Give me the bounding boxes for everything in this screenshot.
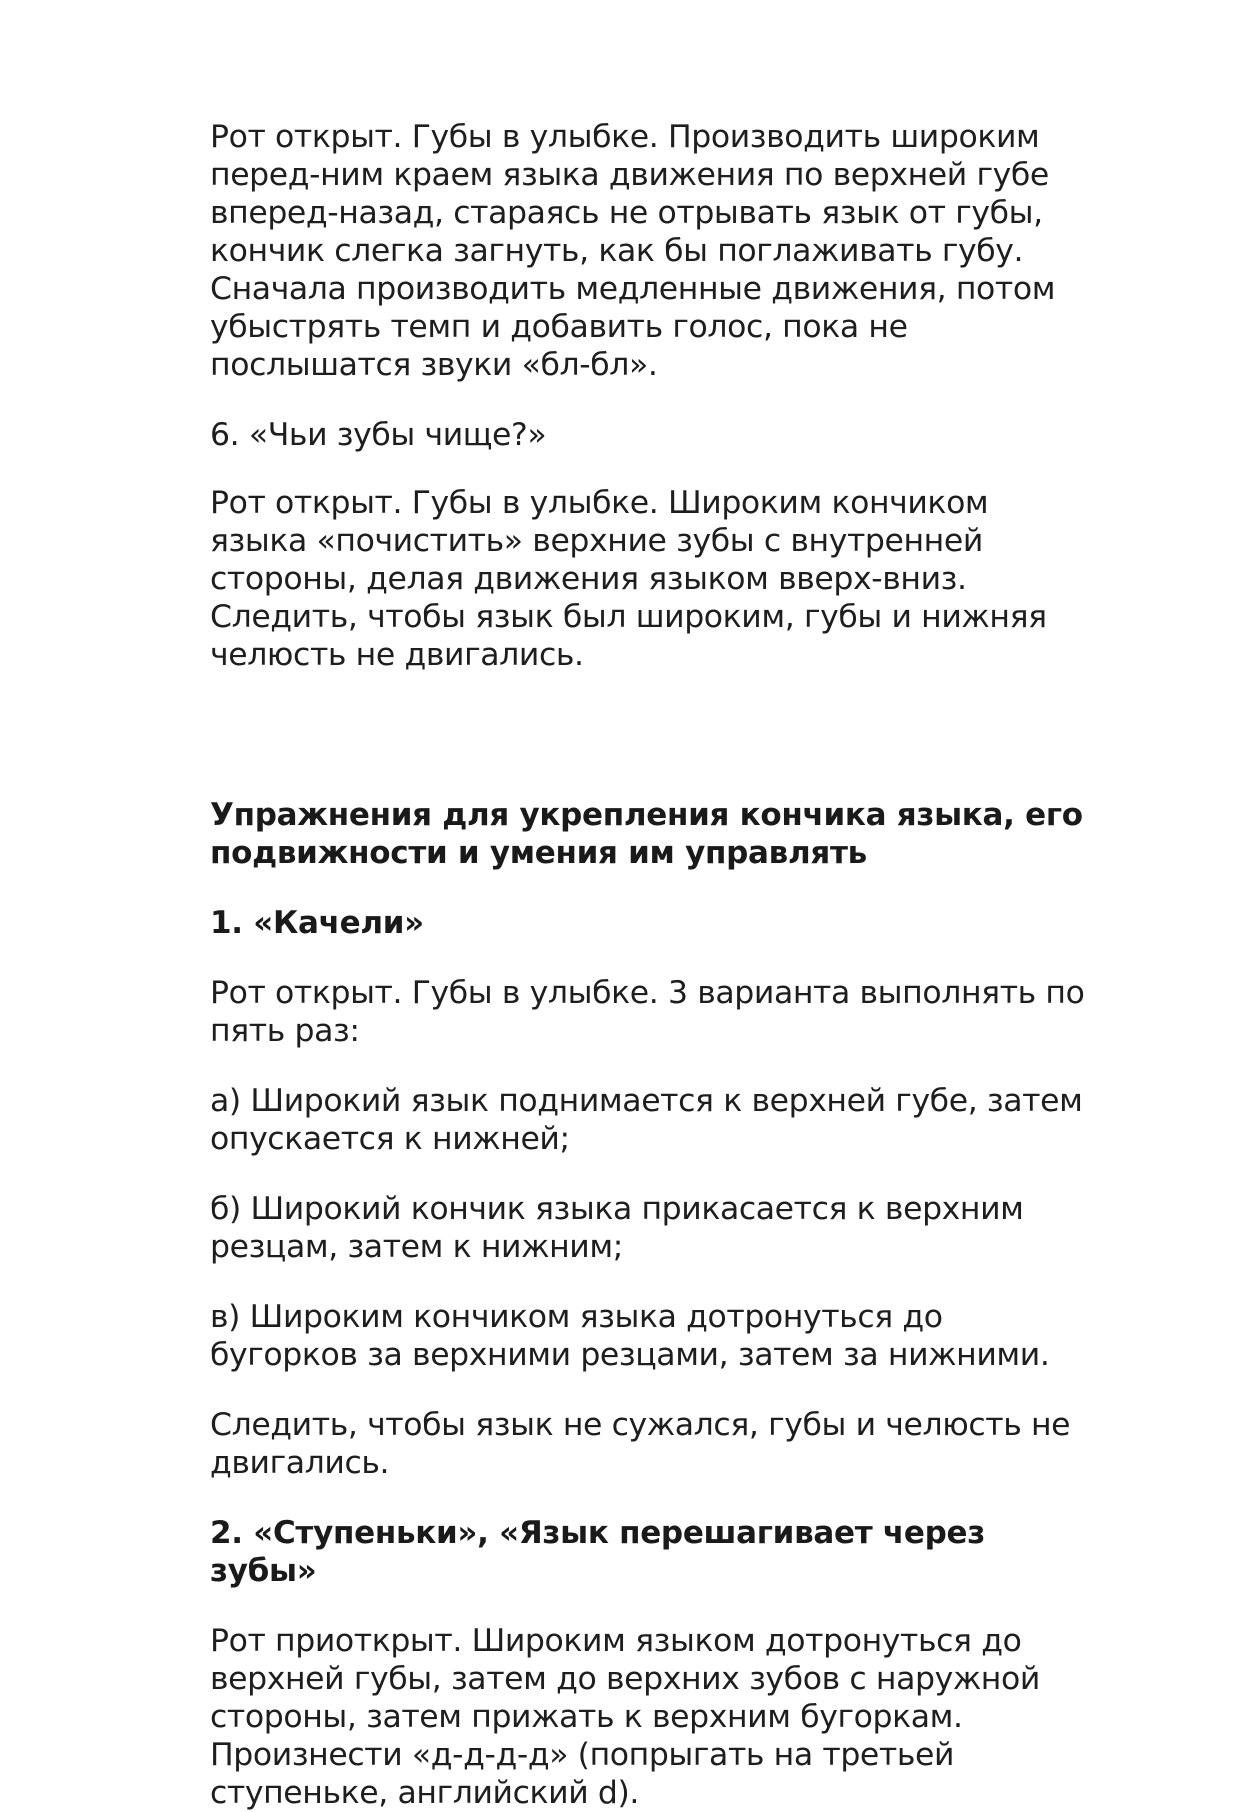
exercise-1-variant-c: в) Широким кончиком языка дотронуться до бугорков за верхними резцами, затем за нижними. [210,1299,1050,1373]
exercise-6-title: 6. «Чьи зубы чище?» [210,417,547,453]
exercise-1-variant-b: б) Широкий кончик языка прикасается к верхним резцам, затем к нижним; [210,1191,1024,1265]
paragraph-lip-stroking: Рот открыт. Губы в улыбке. Производить широким перед-ним краем языка движения по верхней губе вперед-назад, стараясь не отрывать язык от губы, кончик слегка загнуть, как бы поглаживать губу. Сначала производить медленные движения, потом убыстрять темп и добавить голос, пока не послышатся звуки «бл-бл». [210,119,1056,383]
exercise-2-text: Рот приоткрыт. Широким языком дотронуться до верхней губы, затем до верхних зубов с наружной стороны, затем прижать к верхним бугоркам. Произнести «д-д-д-д» (попрыгать на третьей ступеньке, английский d). [210,1623,1040,1811]
exercise-1-variant-a: а) Широкий язык поднимается к верхней губе, затем опускается к нижней; [210,1083,1083,1157]
exercise-1-title: 1. «Качели» [210,905,424,941]
section-heading: Упражнения для укрепления кончика языка, его подвижности и умения им управлять [210,797,1083,871]
exercise-2-title: 2. «Ступеньки», «Язык перешагивает через зубы» [210,1515,985,1589]
exercise-1-note: Следить, чтобы язык не сужался, губы и челюсть не двигались. [210,1407,1071,1481]
exercise-6-text: Рот открыт. Губы в улыбке. Широким кончиком языка «почистить» верхние зубы с внутренней стороны, делая движения языком вверх-вниз. Следить, чтобы язык был широким, губы и нижняя челюсть не двигались. [210,485,1047,673]
exercise-1-intro: Рот открыт. Губы в улыбке. 3 варианта выполнять по пять раз: [210,975,1085,1049]
document-body [210,118,1090,1812]
